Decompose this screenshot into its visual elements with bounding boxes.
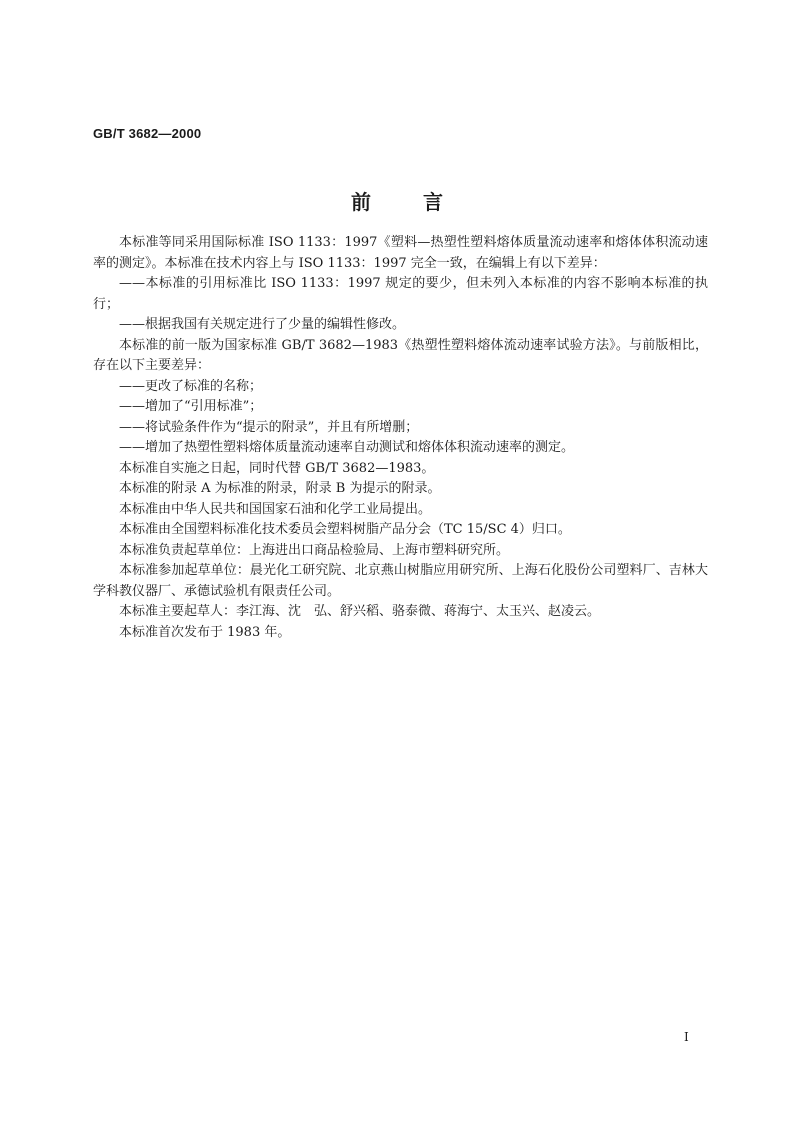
paragraph-difference-1: ——本标准的引用标准比 ISO 1133：1997 规定的要少，但未列入本标准的内容不影响本标准的执行； (93, 276, 708, 312)
paragraph-participating-units: 本标准参加起草单位：晨光化工研究院、北京燕山树脂应用研究所、上海石化股份公司塑料厂、吉林大学科教仪器厂、承德试验机有限责任公司。 (93, 563, 708, 599)
paragraph-proposer: 本标准由中华人民共和国国家石油和化学工业局提出。 (119, 501, 432, 517)
page-title: 前言 (351, 190, 495, 214)
paragraph-drafters: 本标准主要起草人：李江海、沈 弘、舒兴稻、骆泰微、蒋海宁、太玉兴、赵凌云。 (119, 604, 601, 619)
paragraph-first-release: 本标准首次发布于 1983 年。 (119, 624, 291, 640)
foreword-body (93, 233, 708, 643)
paragraph-change-2: ——增加了“引用标准”； (119, 399, 263, 414)
paragraph-drafting-unit: 本标准负责起草单位：上海进出口商品检验局、上海市塑料研究所。 (119, 542, 510, 558)
paragraph-adoption: 本标准等同采用国际标准 ISO 1133：1997《塑料—热塑性塑料熔体质量流动速率和熔体体积流动速率的测定》。本标准在技术内容上与 ISO 1133：1997 完全一致，在编辑上有以下差异： (93, 235, 708, 271)
paragraph-change-3: ——将试验条件作为“提示的附录”，并且有所增删； (119, 419, 419, 435)
paragraph-previous-edition: 本标准的前一版为国家标准 GB/T 3682—1983《热塑性塑料熔体流动速率试验方法》。与前版相比，存在以下主要差异： (93, 337, 708, 373)
paragraph-change-1: ——更改了标准的名称； (119, 378, 263, 394)
paragraph-annexes: 本标准的附录 A 为标准的附录，附录 B 为提示的附录。 (119, 481, 441, 496)
page-number: I (684, 1030, 689, 1044)
paragraph-change-4: ——增加了热塑性塑料熔体质量流动速率自动测试和熔体体积流动速率的测定。 (119, 440, 575, 455)
paragraph-replacement: 本标准自实施之日起，同时代替 GB/T 3682—1983。 (119, 460, 435, 476)
standard-code: GB/T 3682—2000 (93, 126, 202, 141)
paragraph-difference-2: ——根据我国有关规定进行了少量的编辑性修改。 (119, 317, 406, 332)
paragraph-committee: 本标准由全国塑料标准化技术委员会塑料树脂产品分会（TC 15/SC 4）归口。 (119, 522, 571, 537)
